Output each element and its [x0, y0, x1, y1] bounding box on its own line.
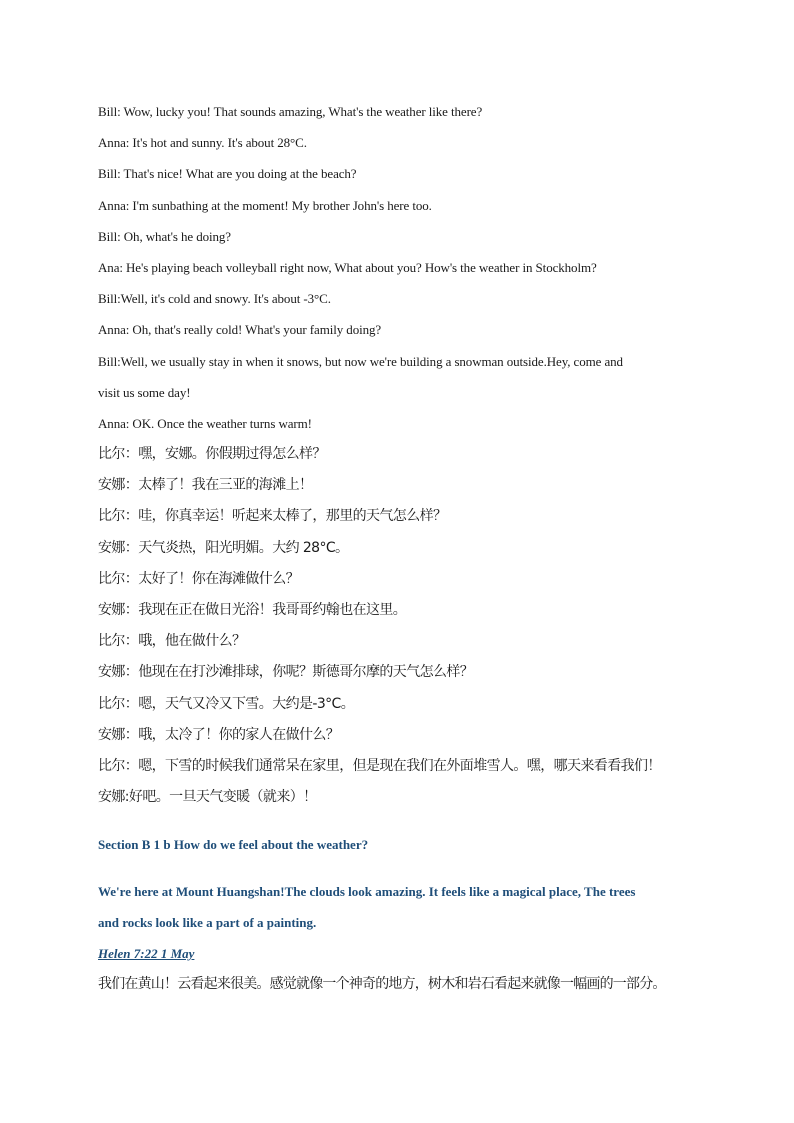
dialogue-line: Anna: Oh, that's really cold! What's your family doing?	[98, 322, 382, 338]
dialogue-line: visit us some day!	[98, 384, 191, 400]
passage-line: We're here at Mount Huangshan!The clouds look amazing. It feels like a magical place, The trees	[98, 884, 636, 899]
dialogue-line: Anna: I'm sunbathing at the moment! My brother John's here too.	[98, 197, 432, 213]
dialogue-line: Bill: Oh, what's he doing?	[98, 228, 231, 244]
translation-line: 安娜：太棒了！我在三亚的海滩上！	[98, 477, 313, 494]
translation-line: 安娜：天气炎热，阳光明媚。大约 28°C。	[98, 539, 349, 556]
translation-line: 比尔：嘿，安娜。你假期过得怎么样？	[98, 446, 326, 463]
dialogue-line: Bill:Well, we usually stay in when it snows, but now we're building a snowman outside.Hey, come and	[98, 353, 623, 369]
dialogue-line: Bill:Well, it's cold and snowy. It's about -3°C.	[98, 291, 331, 307]
dialogue-line: Bill: Wow, lucky you! That sounds amazing, What's the weather like there?	[98, 104, 483, 119]
translation-line: 安娜：我现在正在做日光浴！我哥哥约翰也在这里。	[98, 602, 407, 618]
passage	[98, 880, 635, 942]
translation-line: 比尔：嗯，天气又冷又下雪。大约是-3°C。	[98, 695, 355, 712]
passage-line: and rocks look like a part of a painting.	[98, 915, 317, 931]
translation-line: 比尔：哇，你真幸运！听起来太棒了，那里的天气怎么样？	[98, 508, 447, 525]
dialogue-line: Bill: That's nice! What are you doing at the beach?	[98, 166, 357, 182]
dialogue-line: Ana: He's playing beach volleyball right now, What about you? How's the weather in Stockholm?	[98, 259, 597, 275]
translation-line: 安娜：他现在在打沙滩排球，你呢？斯德哥尔摩的天气怎么样？	[98, 664, 474, 681]
passage-translation: 我们在黄山！云看起来很美。感觉就像一个神奇的地方，树木和岩石看起来就像一幅画的一部分。	[98, 976, 666, 992]
translation-line: 安娜：哦，太冷了！你的家人在做什么？	[98, 726, 340, 743]
translation-line: 安娜:好吧。一旦天气变暖（就来）！	[98, 789, 317, 806]
translation-line: 比尔：嗯，下雪的时候我们通常呆在家里，但是现在我们在外面堆雪人。嘿，哪天来看看我们！	[98, 757, 661, 774]
dialogue-block	[98, 96, 718, 813]
dialogue-line: Anna: It's hot and sunny. It's about 28°C.	[98, 135, 307, 151]
signature: Helen 7:22 1 May	[98, 946, 195, 961]
dialogue-line: Anna: OK. Once the weather turns warm!	[98, 415, 312, 431]
section-heading: Section B 1 b How do we feel about the weather?	[98, 837, 369, 852]
translation-line: 比尔：太好了！你在海滩做什么？	[98, 570, 299, 587]
translation-line: 比尔：哦，他在做什么？	[98, 633, 246, 650]
